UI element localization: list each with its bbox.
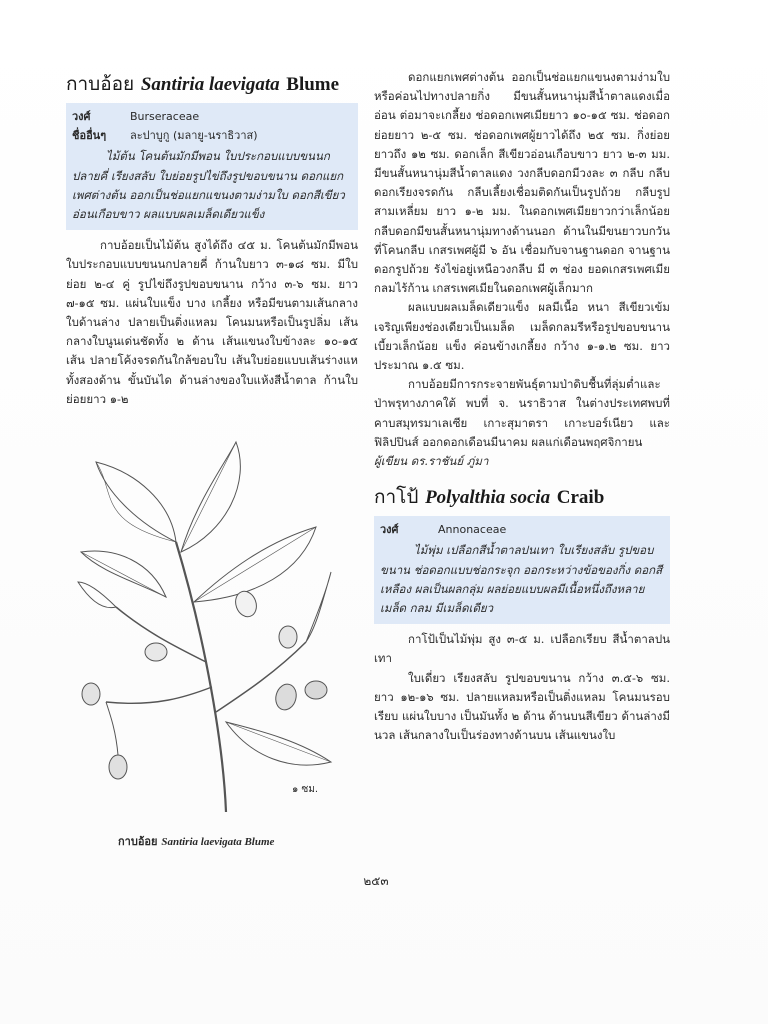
title-scientific: Santiria laevigata [140, 74, 280, 95]
family-label-2: วงศ์ [380, 523, 399, 537]
distribution-paragraph: กาบอ้อยมีการกระจายพันธุ์ตามป่าดิบชื้นที่ลุ่มต่ำและป่าพรุทางภาคใต้ พบที่ จ. นราธิวาส ในต่างประเทศพบที่คาบสมุทรมาเลเซีย เกาะสุมาตรา เกาะบอร์เนียว และฟิลิปปินส์ ออกดอกเดือนมีนาคม ผลแก่เดือนพฤศจิกายน [374, 377, 670, 449]
family-row-2 [380, 520, 664, 539]
title-author: Blume [286, 74, 340, 95]
family-row [72, 107, 352, 126]
caption-scientific: Santiria laevigata Blume [161, 836, 275, 848]
other-names-row [72, 126, 352, 145]
summary-text-2: ไม้พุ่ม เปลือกสีน้ำตาลปนเทา ใบเรียงสลับ รูปขอบขนาน ช่อดอกแบบช่อกระจุก ออกระหว่างข้อของกิ่ง ดอกสีเหลือง ผลเป็นผลกลุ่ม ผลย่อยแบบผลมีเนื้อหนึ่งถึงหลายเมล็ด กลม มีเมล็ดเดียว [380, 543, 663, 616]
fruit-paragraph: ผลแบบผลเมล็ดเดียวแข็ง ผลมีเนื้อ หนา สีเขียวเข้ม เจริญเพียงช่องเดียวเป็นเมล็ด เมล็ดกลมรีหรือรูปขอบขนานเบี้ยวเล็กน้อย แข็ง ค่อนข้างเกลี้ยง กว้าง ๑-๑.๒ ซม. ยาวประมาณ ๑.๕ ซม. [374, 300, 670, 373]
article-title-santiria [66, 70, 358, 99]
caption-thai: กาบอ้อย [118, 835, 158, 848]
title2-author: Craib [556, 487, 605, 509]
flower-paragraph: ดอกแยกเพศต่างต้น ออกเป็นช่อแยกแขนงตามง่ามใบหรือค่อนไปทางปลายกิ่ง มีขนสั้นหนานุ่มสีน้ำตาลแดงเมื่ออ่อน ต่อมาจะเกลี้ยง ช่อดอกเพศเมียยาว ๑๐-๑๕ ซม. ช่อดอกย่อยยาว ๒-๕ ซม. ช่อดอกเพศผู้ยาวได้ถึง ๒๕ ซม. กิ่งย่อยยาวถึง ๑๒ ซม. ดอกเล็ก สีเขียวอ่อนเกือบขาว ยาว ๒-๓ มม. มีขนสั้นหนานุ่มสีน้ำตาลแดง วงกลีบดอกมีวงละ ๓ กลีบ กลีบดอกเรียงจรดกัน กลีบเลี้ยงเชื่อมติดกันเป็นรูปถ้วย กลีบรูปสามเหลี่ยม ยาว ๑-๒ มม. ในดอกเพศเมียยาวกว่าเล็กน้อย กลีบดอกมีขนสั้นหนานุ่มทางด้านนอก ด้านในมีขนยาวบกวันที่โคนกลีบ เกสรเพศผู้มี ๖ อัน เชื่อมกับจานฐานดอก จานฐานดอกรูปถ้วย รังไข่อยู่เหนือวงกลีบ มี ๓ ช่อง ยอดเกสรเพศเมียกลมไร้ก้าน เกสรเพศเมียในดอกเพศผู้เล็กมาก [374, 70, 670, 296]
article-title-polyalthia [374, 483, 670, 512]
description-paragraph: กาบอ้อยเป็นไม้ต้น สูงได้ถึง ๔๕ ม. โคนต้นมักมีพอน ใบประกอบแบบขนนกปลายคี่ ก้านใบยาว ๓-๑๘ ซม. มีใบย่อย ๒-๔ คู่ รูปไข่ถึงรูปขอบขนาน กว้าง ๓-๖ ซม. ยาว ๗-๑๕ ซม. แผ่นใบแข็ง บาง เกลี้ยง หรือมีขนตามเส้นกลางใบด้านล่าง ปลายเป็นติ่งแหลม โคนมนหรือเป็นรูปลิ่ม เส้นกลางใบนูนเด่นชัดทั้ง ๒ ด้าน เส้นแขนงใบข้างละ ๑๐-๑๕ เส้น ปลายโค้งจรดกันใกล้ขอบใบ เส้นใบย่อยแบบเส้นร่างแหทั้งสองด้าน ขั้นบันได ด้านล่างของใบแห้งสีน้ำตาล ก้านใบย่อยยาว ๑-๒ [66, 238, 358, 406]
scale-bar [292, 782, 318, 797]
summary-box-santiria [66, 103, 358, 230]
summary-text: ไม้ต้น โคนต้นมักมีพอน ใบประกอบแบบขนนกปลายคี่ เรียงสลับ ใบย่อยรูปไข่ถึงรูปขอบขนาน ดอกแยกเพศต่างต้น ออกเป็นช่อแยกแขนงตามง่ามใบ ดอกสีเขียวอ่อนเกือบขาว ผลแบบผลเมล็ดเดียวแข็ง [72, 149, 345, 222]
summary-box-polyalthia [374, 516, 670, 624]
habit-paragraph: กาโป้เป็นไม้พุ่ม สูง ๓-๕ ม. เปลือกเรียบ สีน้ำตาลปนเทา [374, 632, 670, 666]
santiria-illustration [76, 432, 334, 828]
illustration-caption [118, 832, 338, 850]
author-line: ผู้เขียน ดร.ราชันย์ ภู่มา [374, 454, 489, 469]
family-value-2: Annonaceae [438, 523, 507, 537]
right-column [374, 68, 670, 746]
title-thai: กาบอ้อย [66, 73, 135, 95]
page-number: ๒๕๓ [363, 874, 389, 888]
other-names-label: ชื่ออื่นๆ [72, 129, 107, 143]
family-value: Burseraceae [130, 110, 200, 123]
family-label: วงศ์ [72, 110, 91, 123]
left-column [66, 70, 358, 409]
other-names-value: ละปาบูกู (มลายู-นราธิวาส) [130, 129, 258, 143]
title2-thai: กาโป้ [374, 486, 419, 509]
leaf-paragraph: ใบเดี่ยว เรียงสลับ รูปขอบขนาน กว้าง ๓.๕-๖ ซม. ยาว ๑๒-๑๖ ซม. ปลายแหลมหรือเป็นติ่งแหลม โคนมนรอบเรียบ แผ่นใบบาง เป็นมันทั้ง ๒ ด้าน ด้านบนสีเขียว ด้านล่างมีนวล เส้นกลางใบเป็นร่องทางด้านบน เส้นแขนงใบ [374, 670, 670, 743]
title2-scientific: Polyalthia socia [425, 487, 551, 509]
scale-label: ๑ ซม. [292, 784, 319, 795]
